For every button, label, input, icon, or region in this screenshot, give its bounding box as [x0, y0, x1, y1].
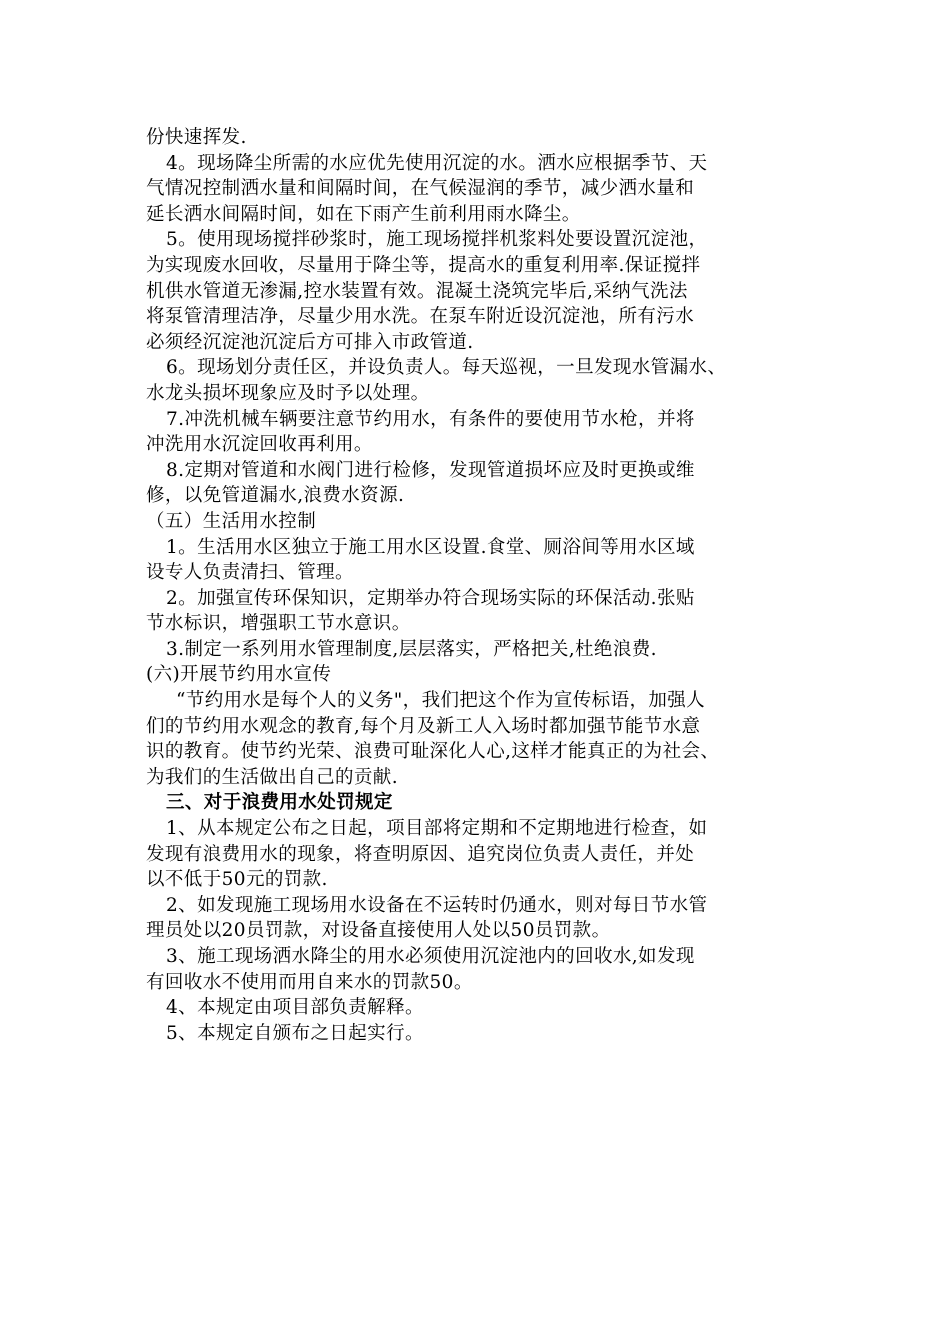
text-line: 将泵管清理洁净，尽量少用水洗。在泵车附近设沉淀池，所有污水: [146, 306, 695, 328]
text-line: 以不低于50元的罚款.: [146, 869, 328, 891]
text-line: “节约用水是每个人的义务"，我们把这个作为宣传标语，加强人: [176, 690, 706, 712]
text-line: 为我们的生活做出自己的贡献.: [146, 766, 398, 788]
text-line: 发现有浪费用水的现象，将查明原因、追究岗位负责人责任，并处: [146, 843, 695, 865]
text-line: 有回收水不使用而用自来水的罚款50。: [146, 971, 473, 993]
text-line: 3.制定一系列用水管理制度,层层落实，严格把关,杜绝浪费.: [166, 638, 657, 660]
text-line: 修，以免管道漏水,浪费水资源.: [146, 485, 405, 507]
text-line: 为实现废水回收，尽量用于降尘等，提高水的重复利用率.保证搅拌: [146, 254, 701, 276]
text-line: 5。使用现场搅拌砂浆时，施工现场搅拌机浆料处要设置沉淀池，: [166, 229, 708, 251]
text-line: 延长洒水间隔时间，如在下雨产生前利用雨水降尘。: [146, 203, 581, 225]
text-line: 冲洗用水沉淀回收再利用。: [146, 434, 373, 456]
text-line: 们的节约用水观念的教育,每个月及新工人入场时都加强节能节水意: [146, 715, 701, 737]
text-line: 3、施工现场洒水降尘的用水必须使用沉淀池内的回收水,如发现: [166, 946, 695, 967]
text-line: 2。加强宣传环保知识，定期举办符合现场实际的环保活动.张贴: [166, 587, 695, 609]
text-line: 气情况控制洒水量和间隔时间，在气候湿润的季节，减少洒水量和: [146, 178, 695, 200]
text-line: (六)开展节约用水宣传: [146, 664, 332, 686]
text-line: 7.冲洗机械车辆要注意节约用水，有条件的要使用节水枪，并将: [166, 408, 695, 430]
text-line: （五）生活用水控制: [146, 510, 317, 532]
text-line: 6。现场划分责任区，并设负责人。每天巡视，一旦发现水管漏水、: [166, 357, 727, 379]
text-line: 4。现场降尘所需的水应优先使用沉淀的水。洒水应根据季节、天: [166, 152, 708, 174]
text-line: 设专人负责清扫、管理。: [146, 562, 354, 584]
text-line: 份快速挥发.: [146, 127, 247, 148]
text-line: 2、如发现施工现场用水设备在不运转时仍通水，则对每日节水管: [166, 894, 708, 916]
text-line: 1。生活用水区独立于施工用水区设置.食堂、厕浴间等用水区域: [166, 536, 695, 558]
text-line: 8.定期对管道和水阀门进行检修，发现管道损坏应及时更换或维: [166, 459, 695, 481]
text-line: 5、本规定自颁布之日起实行。: [166, 1022, 424, 1044]
text-line: 1、从本规定公布之日起，项目部将定期和不定期地进行检查，如: [166, 818, 708, 840]
text-line: 识的教育。使节约光荣、浪费可耻深化人心,这样才能真正的为社会、: [146, 741, 720, 763]
document-body: [146, 125, 826, 1046]
text-line: 水龙头损坏现象应及时予以处理。: [146, 382, 430, 404]
text-line: 4、本规定由项目部负责解释。: [166, 997, 424, 1019]
text-line: 机供水管道无渗漏,控水装置有效。混凝土浇筑完毕后,采纳气洗法: [146, 280, 688, 302]
section-heading: 三、对于浪费用水处罚规定: [166, 792, 393, 814]
text-line: 节水标识，增强职工节水意识。: [146, 613, 411, 635]
text-line: 理员处以20员罚款，对设备直接使用人处以50员罚款。: [146, 920, 611, 942]
text-line: 必须经沉淀池沉淀后方可排入市政管道.: [146, 331, 474, 353]
